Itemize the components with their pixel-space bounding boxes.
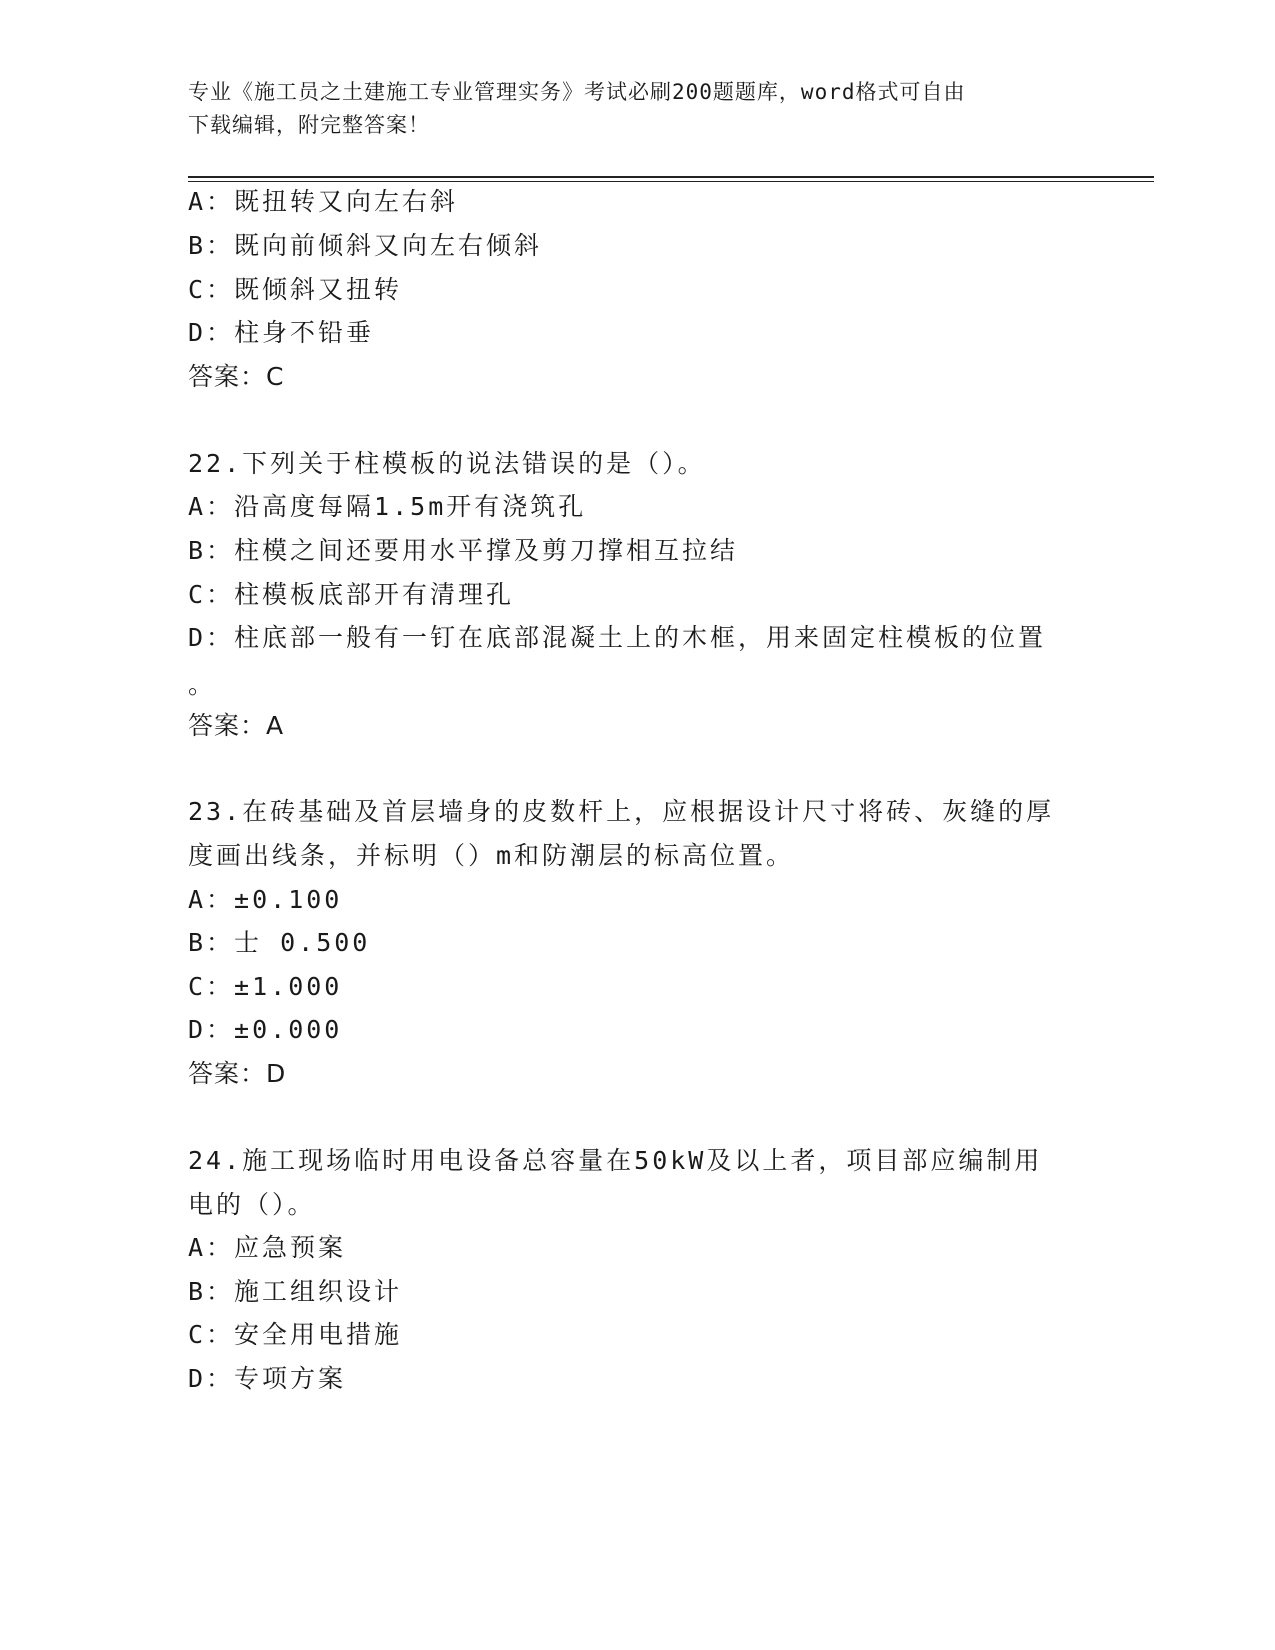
q24-option-b: B：施工组织设计 [188,1277,403,1306]
q22-answer: 答案：A [188,711,285,740]
q23-option-b: B：士 0.500 [188,928,371,957]
q23-option-c: C：±1.000 [188,972,343,1001]
q23-answer: 答案：D [188,1059,287,1088]
q24-option-a: A：应急预案 [188,1233,347,1262]
question-23-line-1: 23.在砖基础及首层墙身的皮数杆上，应根据设计尺寸将砖、灰缝的厚 [188,797,1055,826]
q22-option-c: C：柱模板底部开有清理孔 [188,580,515,609]
option-c: C：既倾斜又扭转 [188,275,403,304]
question-22-text: 22.下列关于柱模板的说法错误的是（）。 [188,449,706,478]
option-b: B：既向前倾斜又向左右倾斜 [188,231,543,260]
q22-option-d-continuation: 。 [188,670,217,699]
option-a: A：既扭转又向左右斜 [188,187,459,216]
header-divider [188,176,1154,182]
document-header [188,76,1068,142]
question-24-line-2: 电的（）。 [188,1190,316,1219]
question-23-line-2: 度画出线条，并标明（）m和防潮层的标高位置。 [188,841,795,870]
q23-option-d: D：±0.000 [188,1015,343,1044]
question-24-line-1: 24.施工现场临时用电设备总容量在50kW及以上者，项目部应编制用 [188,1146,1043,1175]
q22-option-d: D：柱底部一般有一钉在底部混凝土上的木框，用来固定柱模板的位置 [188,623,1047,652]
header-line-2: 下载编辑，附完整答案！ [188,113,430,137]
option-d: D：柱身不铅垂 [188,318,375,347]
q23-option-a: A：±0.100 [188,885,343,914]
answer-line: 答案：C [188,362,285,391]
q22-option-b: B：柱模之间还要用水平撑及剪刀撑相互拉结 [188,536,739,565]
q22-option-a: A：沿高度每隔1.5m开有浇筑孔 [188,492,587,521]
q24-option-c: C：安全用电措施 [188,1320,403,1349]
header-line-1: 专业《施工员之土建施工专业管理实务》考试必刷200题题库，word格式可自由 [188,80,966,104]
q24-option-d: D：专项方案 [188,1364,347,1393]
